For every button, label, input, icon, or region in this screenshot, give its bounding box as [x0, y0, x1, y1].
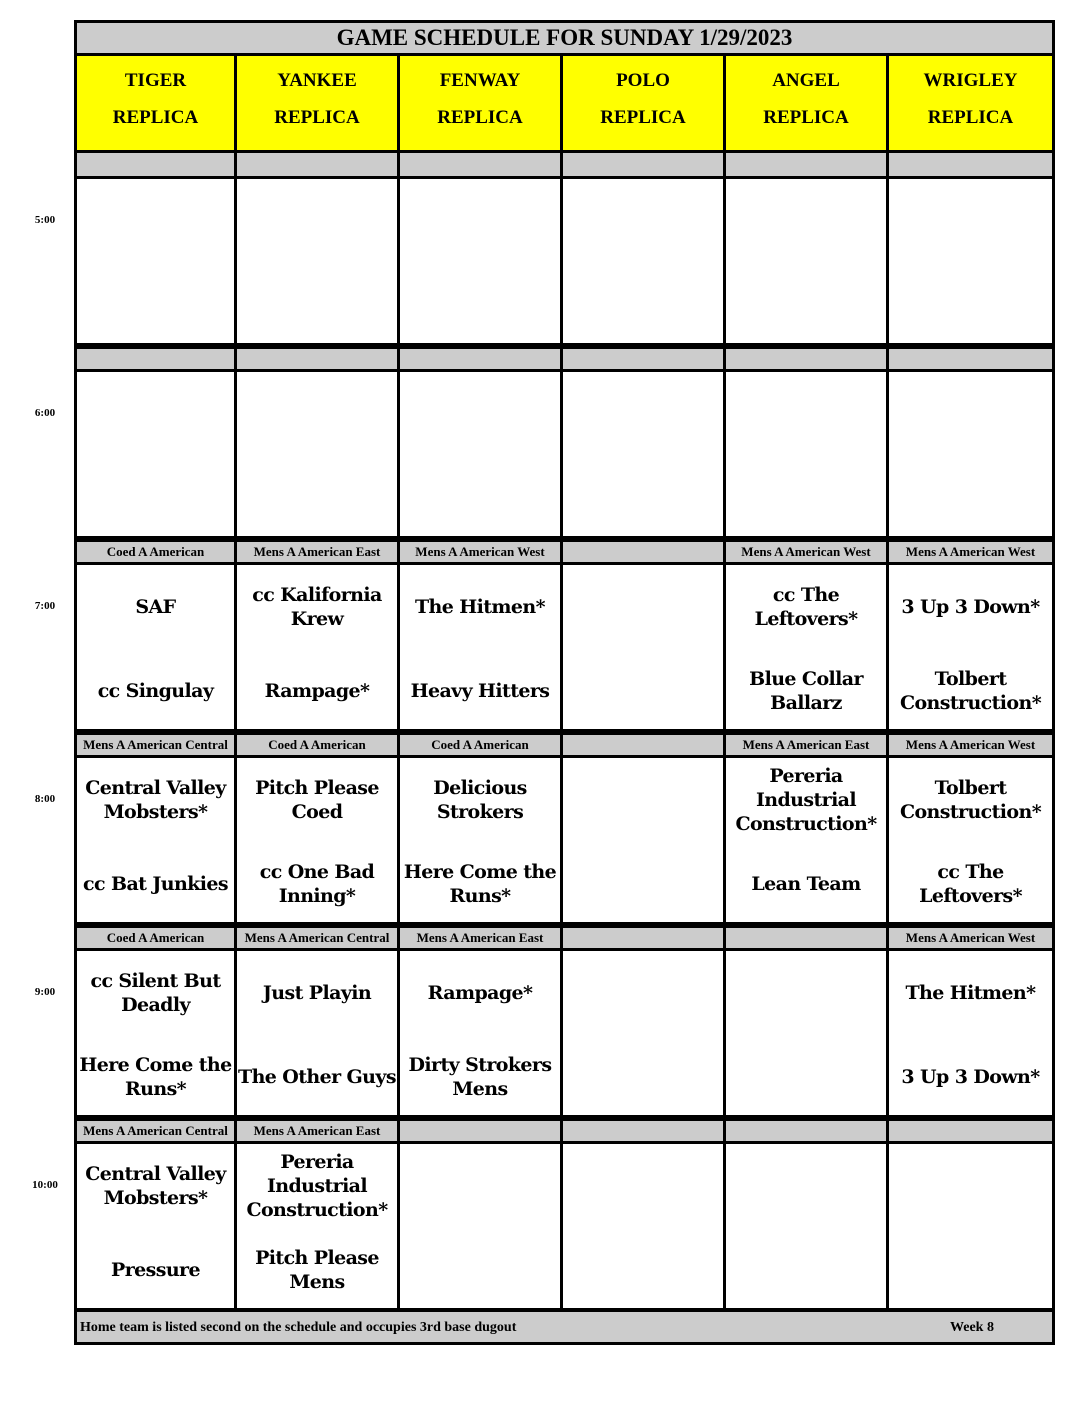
field-header [726, 56, 889, 153]
away-team [77, 386, 234, 442]
game-cell [74, 758, 237, 925]
game-cell [237, 758, 400, 925]
home-team [726, 470, 886, 526]
away-team [889, 1158, 1052, 1214]
field-subtitle: REPLICA [274, 107, 360, 128]
field-name: POLO [616, 70, 670, 91]
game-cell [400, 372, 563, 539]
game-cell [563, 372, 726, 539]
home-team: Heavy Hitters [410, 680, 550, 702]
game-cell [400, 565, 563, 732]
away-team [726, 193, 886, 249]
game-cell [74, 951, 237, 1118]
away-team: Delicious Strokers [433, 777, 527, 823]
division-band: Mens A American Central [74, 732, 237, 758]
division-band [563, 539, 726, 565]
away-team [563, 965, 723, 1021]
game-cell [726, 1144, 889, 1311]
division-band: Mens A American West [726, 539, 889, 565]
game-cell [889, 1144, 1055, 1311]
home-team [400, 1242, 560, 1298]
division-band [726, 925, 889, 951]
field-header [400, 56, 563, 153]
division-band: Mens A American Central [74, 1118, 237, 1144]
game-cell [726, 565, 889, 732]
home-team: Pitch Please Mens [255, 1247, 379, 1293]
division-band: Coed A American [74, 539, 237, 565]
away-team [400, 193, 560, 249]
home-team [726, 1049, 886, 1105]
division-band [563, 153, 726, 179]
division-band [726, 153, 889, 179]
division-band: Mens A American East [237, 1118, 400, 1144]
game-cell [237, 565, 400, 732]
game-cell [237, 1144, 400, 1311]
game-cell [889, 565, 1055, 732]
home-team: Dirty Strokers Mens [408, 1054, 552, 1100]
division-band: Coed A American [237, 732, 400, 758]
game-cell [563, 565, 726, 732]
home-team: Pressure [111, 1259, 200, 1281]
away-team: cc Kalifornia Krew [252, 584, 382, 630]
home-team [563, 277, 723, 333]
away-team [237, 386, 397, 442]
division-band: Mens A American West [889, 732, 1055, 758]
game-cell [563, 758, 726, 925]
division-band [563, 1118, 726, 1144]
game-cell [889, 758, 1055, 925]
home-team: 3 Up 3 Down* [901, 1066, 1040, 1088]
home-team [237, 277, 397, 333]
home-team [889, 277, 1052, 333]
home-team [726, 1242, 886, 1298]
home-team [563, 1242, 723, 1298]
field-header [889, 56, 1055, 153]
game-cell [889, 179, 1055, 346]
division-band: Mens A American West [400, 539, 563, 565]
field-name: ANGEL [772, 70, 840, 91]
home-team: Here Come the Runs* [79, 1054, 232, 1100]
division-band: Mens A American West [889, 539, 1055, 565]
division-band [400, 1118, 563, 1144]
home-team [563, 663, 723, 719]
away-team [400, 1158, 560, 1214]
home-team [889, 1242, 1052, 1298]
away-team [400, 386, 560, 442]
game-cell [889, 951, 1055, 1118]
away-team: SAF [135, 596, 176, 618]
game-cell [726, 372, 889, 539]
division-band [400, 346, 563, 372]
away-team: Rampage* [427, 982, 533, 1004]
division-band: Mens A American East [237, 539, 400, 565]
away-team: Pereria Industrial Construction* [246, 1151, 388, 1221]
time-label: 8:00 [34, 793, 56, 805]
home-team [563, 1049, 723, 1105]
game-cell [400, 758, 563, 925]
home-team: cc Bat Junkies [83, 873, 228, 895]
home-team: Rampage* [264, 680, 370, 702]
home-team [400, 277, 560, 333]
away-team: The Hitmen* [905, 982, 1036, 1004]
game-cell [889, 372, 1055, 539]
home-team [77, 277, 234, 333]
division-band [563, 732, 726, 758]
game-cell [237, 179, 400, 346]
game-cell [563, 1144, 726, 1311]
time-label: 7:00 [34, 600, 56, 612]
field-header [237, 56, 400, 153]
game-cell [400, 951, 563, 1118]
division-band [889, 153, 1055, 179]
away-team [563, 1158, 723, 1214]
away-team [563, 193, 723, 249]
away-team [563, 772, 723, 828]
home-team [889, 470, 1052, 526]
division-band: Coed A American [400, 732, 563, 758]
division-band [563, 925, 726, 951]
time-label: 5:00 [34, 214, 56, 226]
home-team [77, 470, 234, 526]
home-team: The Other Guys [238, 1066, 396, 1088]
home-team [400, 470, 560, 526]
division-band [726, 346, 889, 372]
footer-note: Home team is listed second on the schedule and occupies 3rd base dugout [80, 1320, 517, 1335]
game-cell [563, 951, 726, 1118]
home-team [726, 277, 886, 333]
away-team [563, 579, 723, 635]
division-band: Mens A American Central [237, 925, 400, 951]
home-team [563, 470, 723, 526]
field-subtitle: REPLICA [112, 107, 199, 128]
away-team: 3 Up 3 Down* [901, 596, 1040, 618]
game-cell [74, 372, 237, 539]
away-team [563, 386, 723, 442]
away-team [726, 965, 886, 1021]
division-band [237, 346, 400, 372]
home-team: cc One Bad Inning* [259, 861, 375, 907]
game-cell [726, 951, 889, 1118]
field-name: YANKEE [277, 70, 357, 91]
game-cell [74, 565, 237, 732]
home-team: cc Singulay [97, 680, 214, 702]
field-header [74, 56, 237, 153]
away-team [726, 1158, 886, 1214]
time-label: 9:00 [34, 986, 56, 998]
division-band [889, 1118, 1055, 1144]
away-team: The Hitmen* [415, 596, 545, 618]
home-team: Here Come the Runs* [403, 861, 557, 907]
home-team: cc The Leftovers* [919, 861, 1022, 907]
field-subtitle: REPLICA [600, 107, 686, 128]
home-team [237, 470, 397, 526]
game-cell [400, 1144, 563, 1311]
field-name: FENWAY [439, 70, 521, 91]
field-name: TIGER [124, 70, 187, 91]
field-subtitle: REPLICA [927, 107, 1014, 128]
home-team: Blue Collar Ballarz [749, 668, 863, 714]
game-cell [237, 372, 400, 539]
division-band [237, 153, 400, 179]
division-band: Mens A American East [726, 732, 889, 758]
game-cell [237, 951, 400, 1118]
game-cell [74, 179, 237, 346]
game-cell [400, 179, 563, 346]
division-band: Coed A American [74, 925, 237, 951]
division-band: Mens A American East [400, 925, 563, 951]
away-team: cc Silent But Deadly [90, 970, 221, 1016]
division-band [563, 346, 726, 372]
home-team: Tolbert Construction* [899, 668, 1042, 714]
division-band [400, 153, 563, 179]
home-team [563, 856, 723, 912]
division-band [726, 1118, 889, 1144]
field-header [563, 56, 726, 153]
away-team [77, 193, 234, 249]
away-team: cc The Leftovers* [754, 584, 858, 630]
away-team [237, 193, 397, 249]
field-subtitle: REPLICA [437, 107, 523, 128]
division-band [74, 346, 237, 372]
game-cell [726, 179, 889, 346]
away-team: Central Valley Mobsters* [85, 777, 226, 823]
division-band [74, 153, 237, 179]
division-band: Mens A American West [889, 925, 1055, 951]
home-team: Lean Team [751, 873, 861, 895]
field-name: WRIGLEY [923, 70, 1018, 91]
away-team [889, 193, 1052, 249]
schedule-title: GAME SCHEDULE FOR SUNDAY 1/29/2023 [74, 20, 1055, 56]
field-subtitle: REPLICA [763, 107, 849, 128]
week-label: Week 8 [950, 1320, 994, 1335]
away-team: Just Playin [262, 982, 372, 1004]
division-band [889, 346, 1055, 372]
game-cell [726, 758, 889, 925]
away-team: Central Valley Mobsters* [85, 1163, 226, 1209]
away-team [889, 386, 1052, 442]
time-label: 10:00 [32, 1179, 58, 1191]
time-label: 6:00 [34, 407, 56, 419]
away-team: Pitch Please Coed [255, 777, 379, 823]
schedule-footer [74, 1309, 1055, 1345]
away-team [726, 386, 886, 442]
game-cell [74, 1144, 237, 1311]
game-cell [563, 179, 726, 346]
away-team: Pereria Industrial Construction* [735, 765, 877, 835]
away-team: Tolbert Construction* [899, 777, 1042, 823]
